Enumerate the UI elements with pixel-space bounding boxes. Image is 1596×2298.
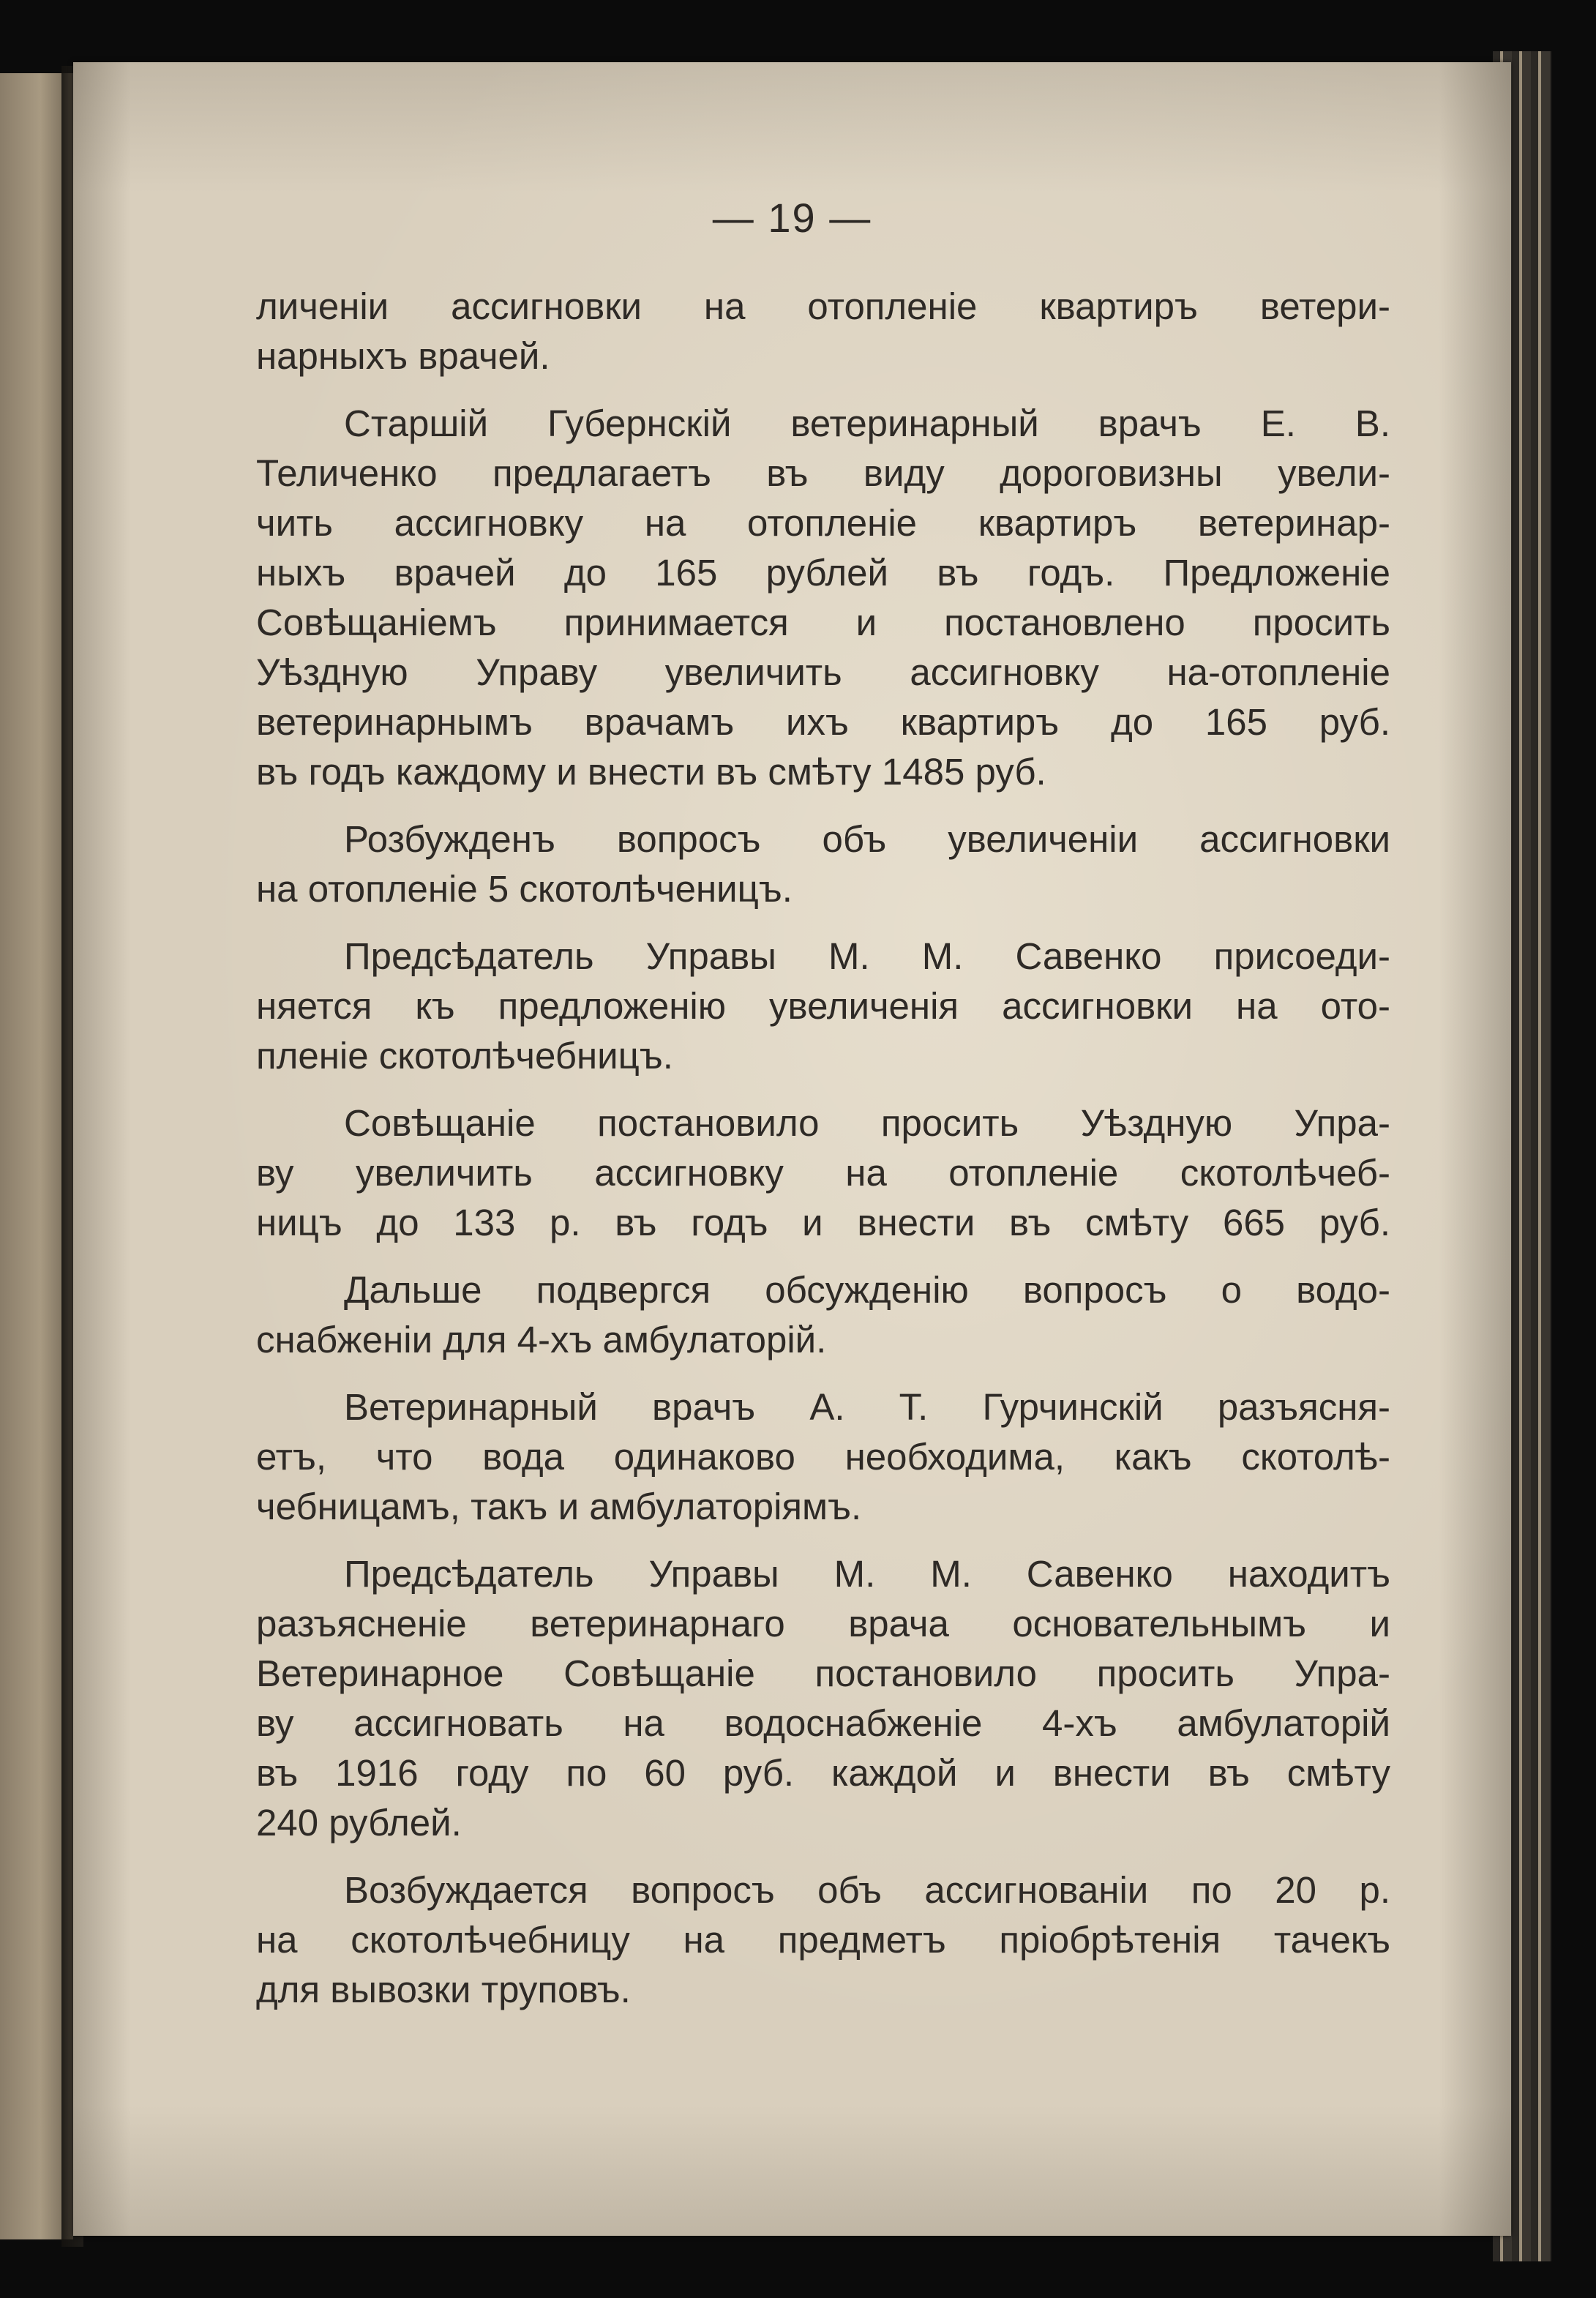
text-line: Розбужденъ вопросъ объ увеличеніи ассигновки [344,818,1390,860]
text-line: въ годъ каждому и внести въ смѣту 1485 руб. [256,751,1046,793]
text-line: разъясненіе ветеринарнаго врача основательнымъ и [256,1603,1390,1644]
paragraph [256,282,1390,381]
text-line: въ 1916 году по 60 руб. каждой и внести въ смѣту [256,1752,1390,1794]
text-line: снабженіи для 4-хъ амбулаторій. [256,1319,827,1361]
paragraph [256,1265,1390,1365]
text-line: Уѣздную Управу увеличить ассигновку на-отопленіе [256,651,1390,693]
text-line: личеніи ассигновки на отопленіе квартиръ ветери- [256,285,1390,327]
book-page [73,62,1511,2236]
paragraph [256,932,1390,1081]
paragraph [256,1865,1390,2015]
text-line: для вывозки труповъ. [256,1969,631,2010]
text-line: Дальше подвергся обсужденію вопросъ о водо- [344,1269,1390,1311]
paragraph [256,815,1390,914]
page-number: — 19 — [712,195,872,241]
text-line: Совѣщаніемъ принимается и постановлено просить [256,602,1390,643]
paragraph [256,1099,1390,1248]
text-line: Возбуждается вопросъ объ ассигнованіи по 20 р. [344,1869,1390,1911]
text-line: няется къ предложенію увеличенія ассигновки на ото- [256,985,1390,1027]
text-line: 240 рублей. [256,1802,462,1844]
text-line: чить ассигновку на отопленіе квартиръ ветеринар- [256,502,1390,544]
text-line: Предсѣдатель Управы М. М. Савенко находитъ [344,1553,1390,1595]
text-line: Старшій Губернскій ветеринарный врачъ Е. В. [344,403,1390,444]
body-text [256,282,1390,2032]
text-line: Предсѣдатель Управы М. М. Савенко присоеди- [344,935,1390,977]
text-line: Ветеринарное Совѣщаніе постановило просить Упра- [256,1653,1390,1694]
text-line: Теличенко предлагаетъ въ виду дороговизны увели- [256,452,1390,494]
text-line: Ветеринарный врачъ А. Т. Гурчинскій разъясня- [344,1386,1390,1428]
paragraph [256,399,1390,797]
text-line: Совѣщаніе постановило просить Уѣздную Упра- [344,1102,1390,1144]
text-line: на отопленіе 5 скотолѣченицъ. [256,868,793,910]
text-line: етъ, что вода одинаково необходима, какъ скотолѣ- [256,1436,1390,1478]
text-line: ву ассигновать на водоснабженіе 4-хъ амбулаторій [256,1702,1390,1744]
text-line: чебницамъ, такъ и амбулаторіямъ. [256,1486,862,1527]
text-line: ву увеличить ассигновку на отопленіе скотолѣчеб- [256,1152,1390,1194]
text-line: нарныхъ врачей. [256,335,550,377]
text-line: пленіе скотолѣчебницъ. [256,1035,673,1077]
paragraph [256,1382,1390,1532]
text-line: ныхъ врачей до 165 рублей въ годъ. Предложеніе [256,552,1390,594]
text-line: на скотолѣчебницу на предметъ пріобрѣтенія тачекъ [256,1919,1390,1961]
text-line: ницъ до 133 р. въ годъ и внести въ смѣту 665 руб. [256,1202,1390,1243]
text-line: ветеринарнымъ врачамъ ихъ квартиръ до 165 руб. [256,701,1390,743]
paragraph [256,1549,1390,1848]
